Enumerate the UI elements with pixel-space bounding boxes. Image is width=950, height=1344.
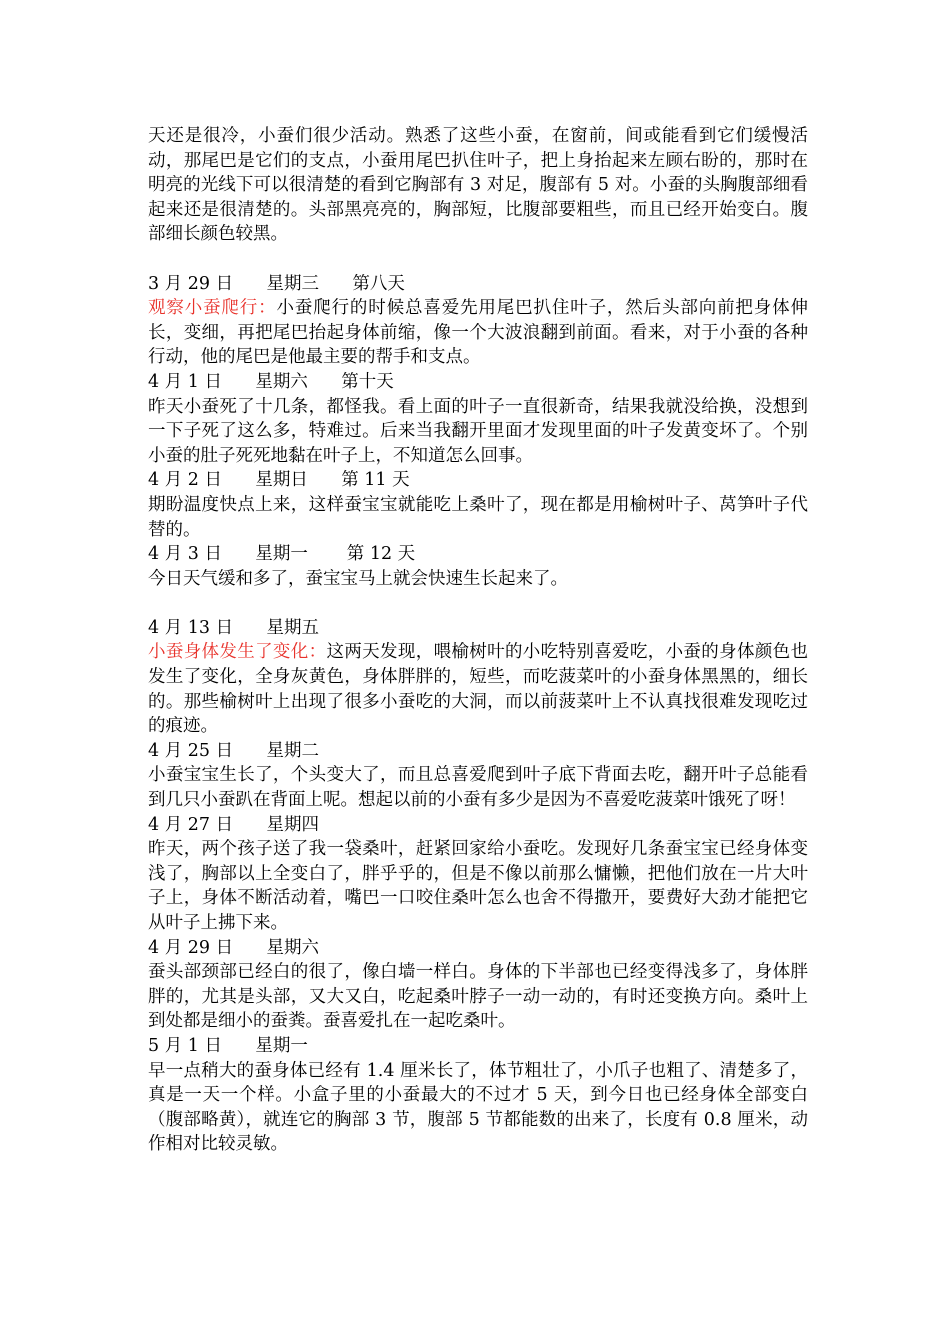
entry-body-0501: 早一点稍大的蚕身体已经有 1.4 厘米长了，体节粗壮了，小爪子也粗了、清楚多了，真是一天一个样。小盒子里的小蚕最大的不过才 5 天，到今日也已经身体全部变白（腹部略黄），就连它的胸部 3 节，腹部 5 节都能数的出来了，长度有 0.8 厘米，动作相对比较灵敏。 [148, 1060, 808, 1155]
entry-heading-0413: 小蚕身体发生了变化： [148, 642, 327, 663]
entry-body-0401: 昨天小蚕死了十几条，都怪我。看上面的叶子一直很新奇，结果我就没给换，没想到一下子死了这么多，特难过。后来当我翻开里面才发现里面的叶子发黄变坏了。个别小蚕的肚子死死地黏在叶子上，不知道怎么回事。 [148, 396, 808, 466]
entry-date-0425: 4 月 25 日 星期二 [148, 740, 319, 761]
entry-heading-0329: 观察小蚕爬行： [148, 298, 277, 319]
entry-date-0427: 4 月 27 日 星期四 [148, 814, 319, 835]
entry-body-0427: 昨天，两个孩子送了我一袋桑叶，赶紧回家给小蚕吃。发现好几条蚕宝宝已经身体变浅了，胸部以上全变白了，胖乎乎的，但是不像以前那么慵懒，把他们放在一片大叶子上，身体不断活动着，嘴巴一口咬住桑叶怎么也舍不得撒开，要费好大劲才能把它从叶子上拂下来。 [148, 839, 808, 933]
document-body [148, 124, 808, 1157]
entry-body-0403: 今日天气缓和多了，蚕宝宝马上就会快速生长起来了。 [148, 568, 568, 589]
entry-text-0413 [148, 640, 808, 738]
entry-body-0425: 小蚕宝宝生长了，个头变大了，而且总喜爱爬到叶子底下背面去吃，翻开叶子总能看到几只小蚕趴在背面上呢。想起以前的小蚕有多少是因为不喜爱吃菠菜叶饿死了呀！ [148, 765, 808, 811]
spacer [148, 591, 808, 616]
entry-date-0429: 4 月 29 日 星期六 [148, 937, 319, 958]
entry-date-0401: 4 月 1 日 星期六 第十天 [148, 371, 394, 392]
spacer [148, 247, 808, 272]
entry-body-0413: 这两天发现，喂榆树叶的小吃特别喜爱吃，小蚕的身体颜色也发生了变化，全身灰黄色，身体胖胖的，短些，而吃菠菜叶的小蚕身体黑黑的，细长的。那些榆树叶上出现了很多小蚕吃的大洞，而以前菠菜叶上不认真找很难发现吃过的痕迹。 [148, 642, 809, 737]
entry-date-0501: 5 月 1 日 星期一 [148, 1035, 308, 1056]
entry-text-0329 [148, 296, 808, 370]
entry-body-0329: 小蚕爬行的时候总喜爱先用尾巴扒住叶子，然后头部向前把身体伸长，变细，再把尾巴抬起身体前缩，像一个大波浪翻到前面。看来，对于小蚕的各种行动，他的尾巴是他最主要的帮手和支点。 [148, 298, 808, 368]
entry-date-0413: 4 月 13 日 星期五 [148, 617, 319, 638]
entry-date-0329: 3 月 29 日 星期三 第八天 [148, 273, 405, 294]
entry-date-0402: 4 月 2 日 星期日 第 11 天 [148, 470, 410, 491]
entry-date-0403: 4 月 3 日 星期一 第 12 天 [148, 544, 416, 565]
entry-body-0429: 蚕头部颈部已经白的很了，像白墙一样白。身体的下半部也已经变得浅多了，身体胖胖的，尤其是头部，又大又白，吃起桑叶脖子一动一动的，有时还变换方向。桑叶上到处都是细小的蚕粪。蚕喜爱扎在一起吃桑叶。 [148, 962, 808, 1032]
entry-body-0402: 期盼温度快点上来，这样蚕宝宝就能吃上桑叶了，现在都是用榆树叶子、莴笋叶子代替的。 [148, 494, 808, 540]
intro-paragraph: 天还是很冷，小蚕们很少活动。熟悉了这些小蚕，在窗前，间或能看到它们缓慢活动，那尾巴是它们的支点，小蚕用尾巴扒住叶子，把上身抬起来左顾右盼的，那时在明亮的光线下可以很清楚的看到它胸部有 3 对足，腹部有 5 对。小蚕的头胸腹部细看起来还是很清楚的。头部黑亮亮的，胸部短，比腹部要粗些，而且已经开始变白。腹部细长颜色较黑。 [148, 126, 808, 245]
